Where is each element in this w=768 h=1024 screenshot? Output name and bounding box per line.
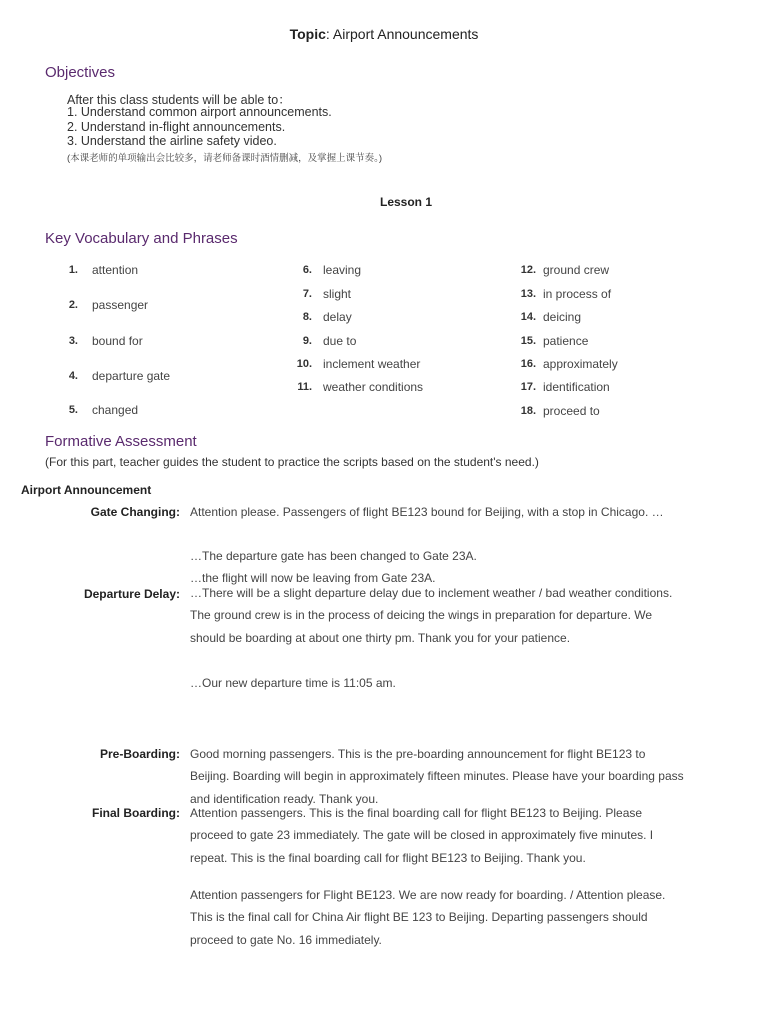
vocab-term: weather conditions [323, 380, 424, 394]
script-line: …Our new departure time is 11:05 am. [190, 676, 396, 690]
objective-item: 3. Understand the airline safety video. [67, 134, 277, 148]
vocab-number: 2. [68, 299, 78, 311]
topic-label: Topic [289, 26, 326, 42]
vocab-number: 6. [302, 264, 312, 276]
script-line: Beijing. Boarding will begin in approximately fifteen minutes. Please have your boarding pass [190, 769, 684, 783]
vocab-term: ground crew [543, 263, 610, 277]
vocab-number: 1. [68, 264, 78, 276]
vocab-term: approximately [543, 357, 618, 371]
vocab-number: 3. [68, 335, 78, 347]
script-line: …There will be a slight departure delay due to inclement weather / bad weather conditions. [190, 586, 673, 600]
formative-heading: Formative Assessment [45, 433, 197, 450]
vocab-term: bound for [92, 334, 143, 348]
objectives-intro: After this class students will be able to： [67, 93, 291, 107]
formative-note: (For this part, teacher guides the student to practice the scripts based on the student's need.) [45, 455, 539, 469]
departure-delay-label: Departure Delay: [83, 587, 180, 601]
vocab-number: 18. [520, 405, 536, 417]
pre-boarding-label: Pre-Boarding: [99, 747, 180, 761]
vocab-number: 4. [68, 370, 78, 382]
objective-item: 2. Understand in-flight announcements. [67, 120, 286, 134]
vocab-number: 12. [520, 264, 536, 276]
vocab-number: 8. [302, 311, 312, 323]
page-title [0, 26, 768, 42]
vocab-term: deicing [543, 310, 582, 324]
vocab-term: departure gate [92, 369, 171, 383]
script-line: …the flight will now be leaving from Gate 23A. [190, 571, 436, 585]
topic-separator: : [325, 26, 330, 42]
script-line: This is the final call for China Air flight BE 123 to Beijing. Departing passengers should [190, 910, 648, 924]
vocab-term: patience [543, 334, 589, 348]
vocab-number: 10. [296, 358, 312, 370]
vocab-term: attention [92, 263, 139, 277]
script-line: The ground crew is in the process of deicing the wings in preparation for departure. We [190, 608, 653, 622]
script-line: Attention passengers. This is the final boarding call for flight BE123 to Beijing. Please [190, 806, 643, 820]
vocab-number: 13. [520, 288, 536, 300]
script-line: proceed to gate 23 immediately. The gate will be closed in approximately five minutes. I [190, 828, 654, 842]
vocab-term: delay [323, 310, 352, 324]
objectives-note: (本课老师的单项输出会比较多，请老师备课时酒情删减，及掌握上课节奏。) [67, 153, 383, 164]
script-line: Attention passengers for Flight BE123. We are now ready for boarding. / Attention please. [190, 888, 666, 902]
vocab-term: slight [323, 287, 352, 301]
vocab-number: 7. [302, 288, 312, 300]
vocab-number: 11. [297, 381, 312, 393]
vocab-term: identification [543, 380, 610, 394]
objectives-heading: Objectives [45, 64, 116, 81]
script-line: Attention please. Passengers of flight BE123 bound for Beijing, with a stop in Chicago. … [190, 505, 664, 519]
vocab-heading: Key Vocabulary and Phrases [45, 230, 238, 247]
lesson-title: Lesson 1 [379, 195, 433, 209]
airport-announcement-title: Airport Announcement [21, 483, 152, 497]
vocab-term: changed [92, 403, 139, 417]
vocab-number: 5. [68, 404, 78, 416]
script-line: and identification ready. Thank you. [190, 792, 379, 806]
script-line: …The departure gate has been changed to Gate 23A. [190, 549, 477, 563]
script-line: Good morning passengers. This is the pre-boarding announcement for flight BE123 to [190, 747, 646, 761]
vocab-number: 16. [520, 358, 536, 370]
vocab-number: 14. [520, 311, 536, 323]
vocab-number: 9. [302, 335, 312, 347]
vocab-term: due to [323, 334, 357, 348]
script-line: proceed to gate No. 16 immediately. [190, 933, 382, 947]
vocab-term: in process of [543, 287, 612, 301]
gate-changing-label: Gate Changing: [90, 505, 180, 519]
vocab-term: inclement weather [323, 357, 421, 371]
vocab-number: 17. [520, 381, 536, 393]
topic-text: Airport Announcements [329, 26, 479, 42]
script-line: should be boarding at about one thirty pm. Thank you for your patience. [190, 631, 571, 645]
objective-item: 1. Understand common airport announcements. [67, 105, 332, 119]
script-line: repeat. This is the final boarding call for flight BE123 to Beijing. Thank you. [190, 851, 586, 865]
final-boarding-label: Final Boarding: [92, 806, 180, 820]
vocab-number: 15. [520, 335, 536, 347]
vocab-term: passenger [92, 298, 149, 312]
vocab-term: proceed to [543, 404, 600, 418]
vocab-term: leaving [323, 263, 362, 277]
